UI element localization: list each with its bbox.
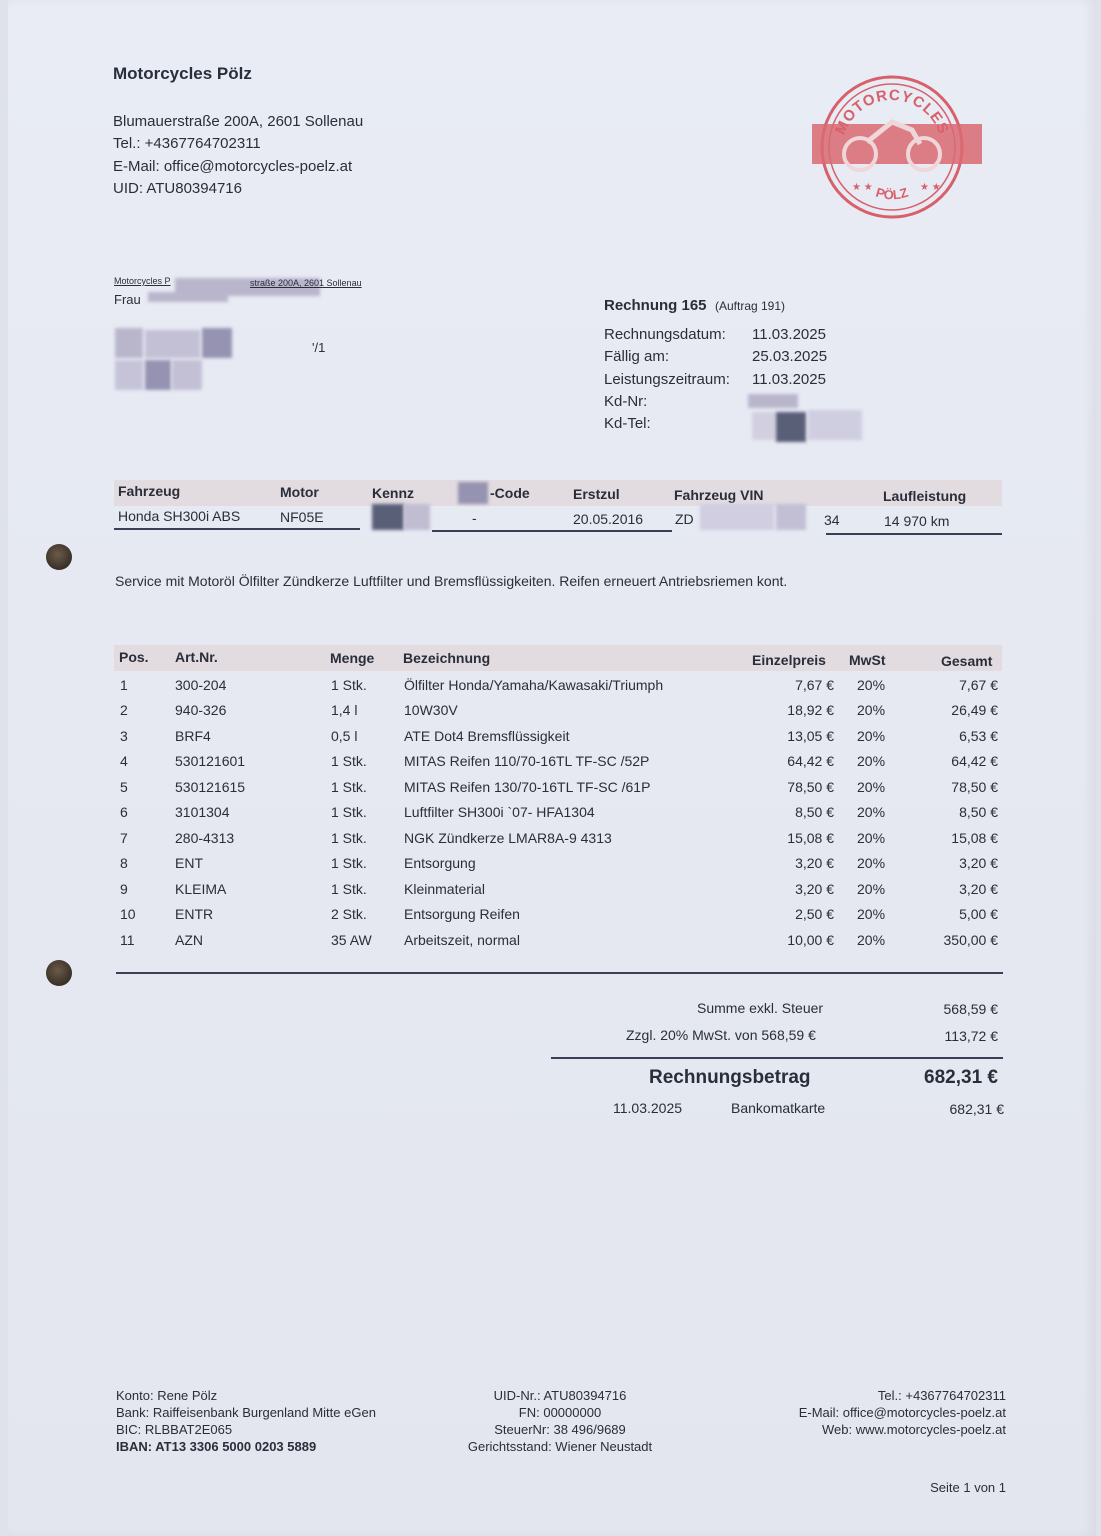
company-uid: UID: ATU80394716 — [113, 180, 242, 197]
items-header-mwst: MwSt — [849, 652, 886, 668]
footer-account: Konto: Rene Pölz — [116, 1388, 218, 1403]
item-total: 350,00 € — [943, 931, 998, 948]
item-quantity: 1,4 l — [331, 702, 358, 719]
item-vat: 20% — [857, 727, 886, 744]
footer-left — [116, 1387, 376, 1455]
item-article-number: 300-204 — [175, 677, 227, 693]
vehicle-header-code: -Code — [490, 485, 530, 501]
item-unit-price: 78,50 € — [787, 778, 834, 795]
item-unit-price: 7,67 € — [795, 677, 834, 693]
sender-line-end: straße 200A, 2601 Sollenau — [250, 278, 362, 288]
footer-email: E-Mail: office@motorcycles-poelz.at — [798, 1405, 1006, 1420]
footer-tel: Tel.: +4367764702311 — [877, 1388, 1006, 1403]
item-vat: 20% — [857, 931, 886, 948]
service-period-label: Leistungszeitraum: — [604, 371, 730, 388]
footer-bank: Bank: Raiffeisenbank Burgenland Mitte eGen — [116, 1405, 376, 1420]
table-row — [0, 879, 1101, 904]
redacted-plate-a — [372, 504, 404, 530]
item-total: 8,50 € — [959, 804, 998, 821]
item-description: ATE Dot4 Bremsflüssigkeit — [404, 727, 570, 744]
redacted-customer-tel-a — [752, 412, 776, 440]
payment-method: Bankomatkarte — [731, 1100, 826, 1116]
item-description: MITAS Reifen 110/70-16TL TF-SC /52P — [404, 753, 650, 770]
net-total-value: 568,59 € — [943, 1001, 998, 1017]
recipient-fragment: '/1 — [312, 340, 326, 355]
item-vat: 20% — [857, 677, 886, 693]
item-quantity: 0,5 l — [331, 727, 358, 744]
table-row — [0, 929, 1101, 954]
item-vat: 20% — [857, 829, 886, 846]
vehicle-vin-end: 34 — [824, 512, 840, 528]
table-row — [0, 904, 1101, 929]
table-row — [0, 727, 1101, 752]
vehicle-model: Honda SH300i ABS — [118, 508, 241, 524]
item-total: 15,08 € — [951, 829, 998, 846]
item-article-number: 280-4313 — [175, 829, 235, 846]
vehicle-header-fahrzeug: Fahrzeug — [118, 483, 181, 499]
item-vat: 20% — [857, 702, 886, 719]
footer-right — [799, 1387, 1006, 1438]
items-header-bez: Bezeichnung — [403, 650, 491, 666]
footer-tax-number: SteuerNr: 38 496/9689 — [494, 1422, 626, 1437]
item-description: NGK Zündkerze LMAR8A-9 4313 — [404, 829, 612, 846]
item-quantity: 2 Stk. — [331, 906, 367, 923]
vat-label: Zzgl. 20% MwSt. von 568,59 € — [626, 1027, 816, 1043]
redacted-customer-tel-b — [776, 412, 806, 442]
invoice-title: Rechnung 165 — [604, 297, 707, 314]
vehicle-underline-3 — [826, 533, 1002, 535]
item-description: 10W30V — [404, 702, 458, 719]
payment-value: 682,31 € — [949, 1101, 1004, 1117]
item-article-number: BRF4 — [175, 727, 211, 744]
service-period-value: 11.03.2025 — [752, 371, 826, 388]
table-row — [0, 753, 1101, 778]
footer-jurisdiction: Gerichtsstand: Wiener Neustadt — [467, 1439, 653, 1454]
item-vat: 20% — [857, 804, 886, 821]
item-unit-price: 18,92 € — [787, 702, 834, 719]
customer-number-label: Kd-Nr: — [604, 393, 648, 410]
item-pos: 7 — [120, 829, 128, 846]
item-vat: 20% — [857, 880, 886, 897]
item-quantity: 1 Stk. — [331, 855, 367, 872]
item-vat: 20% — [857, 753, 886, 770]
vehicle-first-registration: 20.05.2016 — [573, 511, 644, 527]
vehicle-header-vin: Fahrzeug VIN — [674, 487, 764, 503]
redacted-recipient-name — [148, 292, 228, 302]
company-email: E-Mail: office@motorcycles-poelz.at — [113, 158, 353, 175]
item-pos: 10 — [120, 906, 136, 923]
item-description: Luftfilter SH300i `07- HFA1304 — [404, 804, 595, 821]
totals-rule — [551, 1057, 1003, 1059]
item-description: Arbeitszeit, normal — [404, 931, 520, 948]
table-row — [0, 677, 1101, 702]
item-vat: 20% — [857, 906, 886, 923]
footer-fn: FN: 00000000 — [518, 1405, 602, 1420]
redacted-customer-number — [748, 394, 798, 408]
service-description: Service mit Motoröl Ölfilter Zündkerze Luftfilter und Bremsflüssigkeiten. Reifen erneuert Antriebsriemen kont. — [115, 573, 788, 589]
redacted-code-header — [458, 482, 488, 504]
customer-tel-label: Kd-Tel: — [604, 415, 651, 432]
item-description: Ölfilter Honda/Yamaha/Kawasaki/Triumph — [404, 677, 664, 693]
redacted-recipient-d — [115, 360, 143, 390]
item-quantity: 1 Stk. — [331, 880, 367, 897]
item-pos: 2 — [120, 702, 128, 719]
vehicle-header-laufleistung: Laufleistung — [883, 488, 967, 504]
redacted-recipient-a — [115, 328, 143, 358]
items-header-gesamt: Gesamt — [941, 653, 993, 669]
item-unit-price: 3,20 € — [795, 880, 834, 897]
item-description: Entsorgung — [404, 855, 476, 872]
redacted-recipient-b — [145, 330, 200, 358]
footer-center — [420, 1387, 700, 1455]
vehicle-header-erstzul: Erstzul — [573, 486, 620, 502]
item-total: 26,49 € — [951, 702, 998, 719]
item-quantity: 1 Stk. — [331, 753, 367, 770]
vehicle-header-band — [114, 480, 1002, 506]
item-unit-price: 2,50 € — [795, 906, 834, 923]
vehicle-mileage: 14 970 km — [884, 513, 950, 529]
company-stamp — [812, 72, 982, 222]
item-total: 6,53 € — [959, 727, 998, 744]
item-article-number: AZN — [175, 931, 203, 948]
vehicle-underline-2 — [432, 530, 672, 532]
redacted-plate-b — [404, 504, 430, 530]
item-article-number: 530121615 — [175, 778, 246, 795]
redacted-recipient-f — [172, 360, 202, 390]
redacted-vin-a — [700, 504, 774, 530]
item-unit-price: 10,00 € — [787, 931, 834, 948]
item-quantity: 1 Stk. — [331, 778, 367, 795]
item-pos: 1 — [120, 677, 128, 693]
vehicle-engine: NF05E — [280, 509, 324, 525]
vehicle-underline-1 — [114, 528, 360, 530]
invoice-date-label: Rechnungsdatum: — [604, 326, 726, 343]
items-bottom-rule — [116, 972, 1003, 974]
item-pos: 4 — [120, 753, 128, 770]
item-unit-price: 13,05 € — [787, 727, 834, 744]
vehicle-header-kennz: Kennz — [372, 485, 414, 501]
item-unit-price: 15,08 € — [787, 829, 834, 846]
company-name: Motorcycles Pölz — [113, 64, 252, 83]
item-article-number: KLEIMA — [175, 880, 227, 897]
item-unit-price: 8,50 € — [795, 804, 834, 821]
item-article-number: 530121601 — [175, 753, 246, 770]
item-article-number: 3101304 — [175, 804, 230, 821]
item-total: 7,67 € — [959, 677, 998, 693]
svg-text:★ ★: ★ ★ — [852, 182, 873, 193]
table-row — [0, 853, 1101, 878]
punch-hole-top — [46, 544, 72, 570]
item-vat: 20% — [857, 855, 886, 872]
footer-bic: BIC: RLBBAT2E065 — [116, 1422, 233, 1437]
item-article-number: 940-326 — [175, 702, 227, 719]
table-row — [0, 803, 1101, 828]
punch-hole-bottom — [46, 960, 72, 986]
item-pos: 11 — [120, 931, 135, 948]
redacted-vin-b — [776, 504, 806, 530]
stamp-text-top: MOTORCYCLES — [831, 86, 953, 138]
footer-uid: UID-Nr.: ATU80394716 — [493, 1388, 627, 1403]
item-quantity: 35 AW — [331, 931, 372, 948]
table-row — [0, 702, 1101, 727]
item-total: 3,20 € — [959, 855, 998, 872]
vat-value: 113,72 € — [944, 1028, 998, 1044]
item-article-number: ENTR — [175, 906, 214, 923]
redacted-recipient-c — [202, 328, 232, 358]
item-pos: 5 — [120, 778, 128, 795]
grand-total-label: Rechnungsbetrag — [649, 1067, 811, 1088]
item-pos: 6 — [120, 804, 128, 821]
footer-web: Web: www.motorcycles-poelz.at — [822, 1422, 1006, 1437]
due-date-value: 25.03.2025 — [752, 348, 828, 365]
company-address: Blumauerstraße 200A, 2601 Sollenau — [113, 113, 364, 130]
item-description: MITAS Reifen 130/70-16TL TF-SC /61P — [404, 778, 651, 795]
vehicle-code-value: - — [472, 510, 477, 526]
item-total: 78,50 € — [951, 778, 998, 795]
invoice-date-value: 11.03.2025 — [752, 326, 826, 343]
item-quantity: 1 Stk. — [331, 829, 367, 846]
payment-date: 11.03.2025 — [613, 1100, 683, 1116]
item-pos: 9 — [120, 880, 128, 897]
item-quantity: 1 Stk. — [331, 677, 367, 693]
footer-iban: IBAN: AT13 3306 5000 0203 5889 — [116, 1439, 317, 1454]
grand-total-value: 682,31 € — [924, 1067, 998, 1088]
item-article-number: ENT — [175, 855, 203, 872]
net-total-label: Summe exkl. Steuer — [697, 1000, 824, 1016]
item-description: Entsorgung Reifen — [404, 906, 520, 923]
item-total: 64,42 € — [951, 753, 998, 770]
sender-line-start: Motorcycles P — [114, 276, 171, 286]
item-quantity: 1 Stk. — [331, 804, 367, 821]
item-total: 5,00 € — [959, 906, 998, 923]
table-row — [0, 778, 1101, 803]
items-header-art: Art.Nr. — [175, 649, 218, 665]
recipient-salutation: Frau — [114, 292, 141, 307]
items-header-pos: Pos. — [119, 649, 149, 665]
redacted-recipient-e — [145, 360, 171, 390]
items-header-menge: Menge — [330, 650, 375, 666]
due-date-label: Fällig am: — [604, 348, 670, 365]
item-pos: 3 — [120, 727, 128, 744]
item-unit-price: 3,20 € — [795, 855, 834, 872]
page-number: Seite 1 von 1 — [930, 1480, 1006, 1495]
invoice-title-line — [604, 297, 785, 315]
redacted-customer-tel-c — [808, 410, 862, 440]
invoice-order: (Auftrag 191) — [714, 299, 786, 313]
item-description: Kleinmaterial — [404, 880, 485, 897]
table-row — [0, 828, 1101, 853]
vehicle-vin-start: ZD — [675, 511, 694, 527]
item-pos: 8 — [120, 855, 128, 872]
stamp-text-bottom: PÖLZ — [874, 184, 910, 203]
vehicle-header-motor: Motor — [280, 484, 319, 500]
svg-text:★ ★: ★ ★ — [920, 182, 941, 193]
item-unit-price: 64,42 € — [787, 753, 834, 770]
company-tel: Tel.: +4367764702311 — [113, 135, 261, 152]
items-header-einzel: Einzelpreis — [752, 652, 826, 668]
item-vat: 20% — [857, 778, 886, 795]
item-total: 3,20 € — [959, 880, 998, 897]
